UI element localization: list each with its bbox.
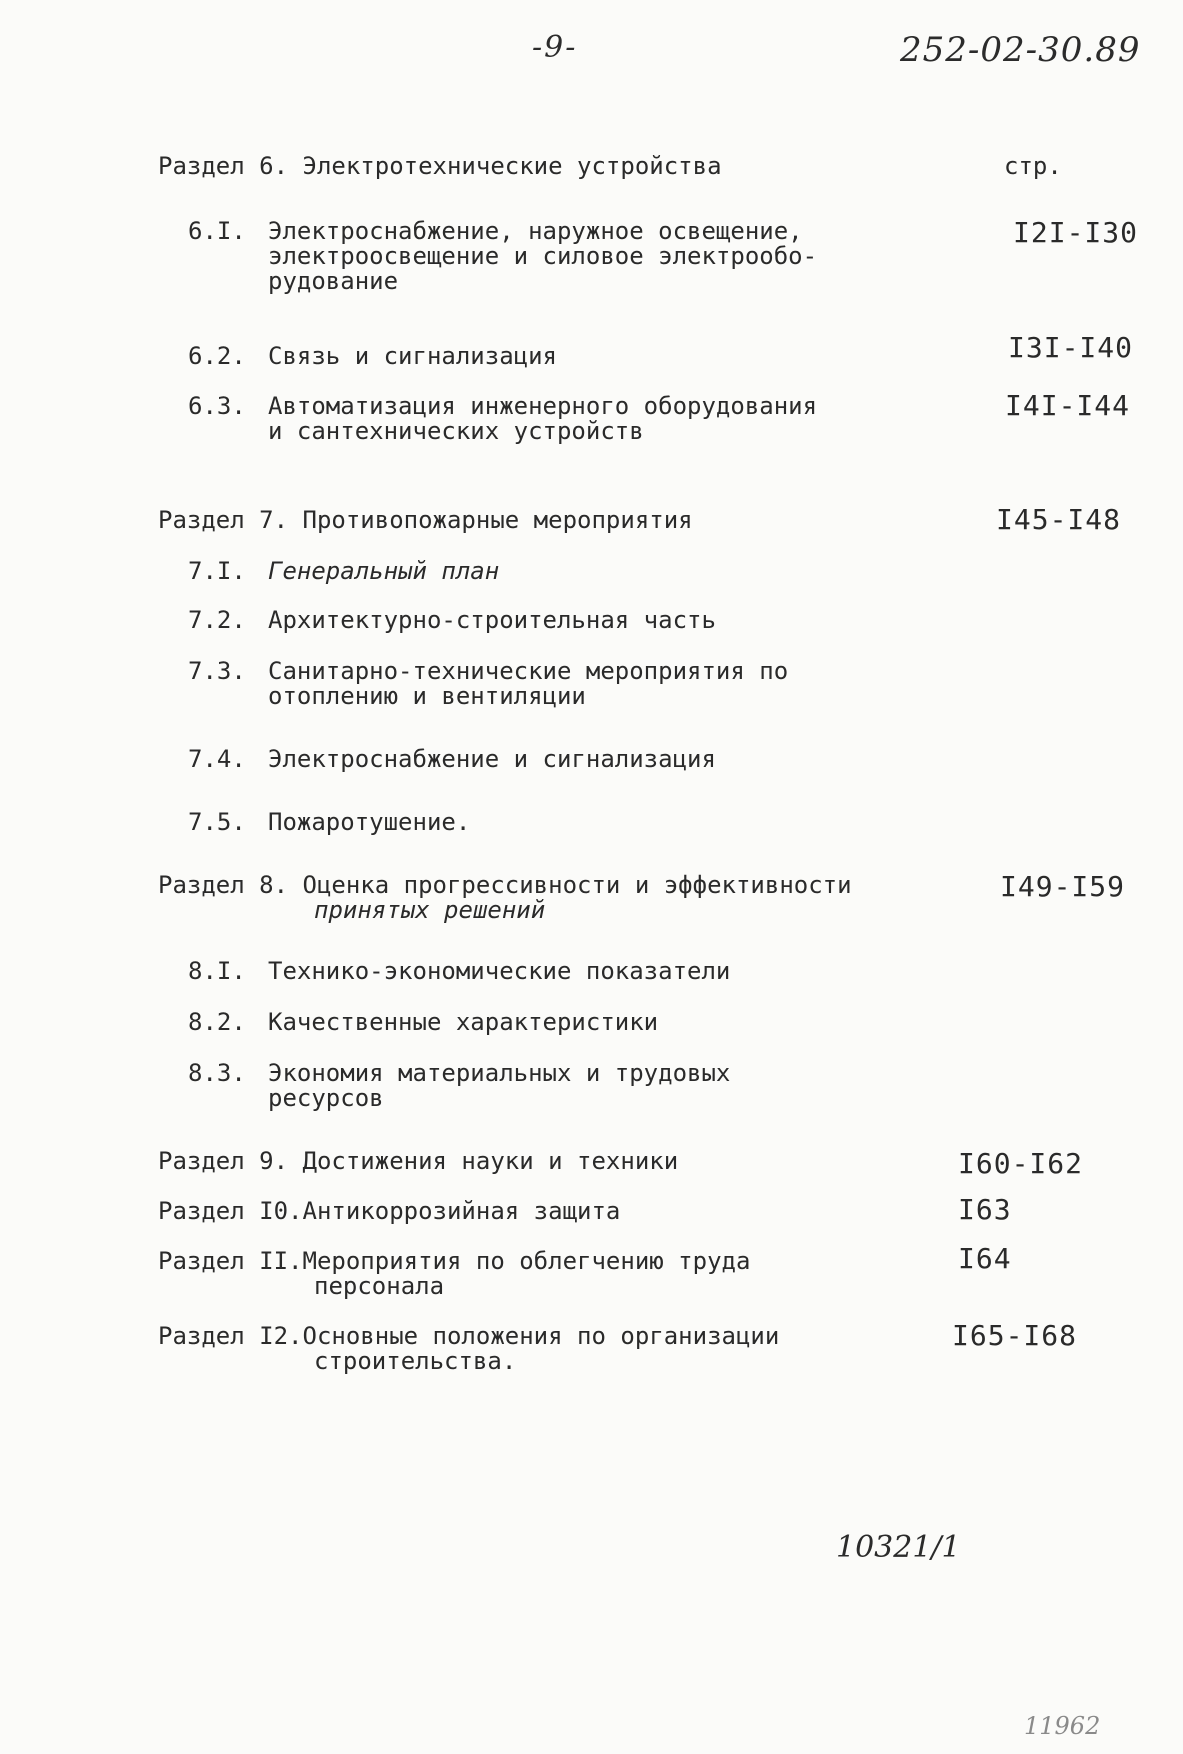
section-12-line-2: строительства. [314, 1347, 517, 1375]
subsection-7-1-line-1: Генеральный план [268, 557, 500, 585]
subsection-6-1-number: 6.I. [188, 217, 246, 245]
subsection-6-3-line-1: Автоматизация инженерного оборудования [268, 392, 818, 420]
subsection-7-2-number: 7.2. [188, 606, 246, 634]
subsection-7-3-number: 7.3. [188, 657, 246, 685]
subsection-6-2-line-1: Связь и сигнализация [268, 342, 557, 370]
subsection-8-2-line-1: Качественные характеристики [268, 1008, 659, 1036]
document-code: 252-02-30.89 [900, 30, 1141, 70]
subsection-7-3-line-2: отоплению и вентиляции [268, 682, 586, 710]
subsection-6-3-number: 6.3. [188, 392, 246, 420]
section-12-pages: I65-I68 [952, 1319, 1078, 1352]
section-10-pages: I63 [958, 1193, 1012, 1226]
subsection-6-3-pages: I4I-I44 [1005, 389, 1131, 422]
subsection-8-3-number: 8.3. [188, 1059, 246, 1087]
subsection-7-5-line-1: Пожаротушение. [268, 808, 471, 836]
section-10-title: Раздел I0.Антикоррозийная защита [158, 1197, 621, 1225]
section-8-line-2: принятых решений [314, 896, 546, 924]
subsection-6-1-line-3: рудование [268, 267, 399, 295]
section-8-title: Раздел 8. Оценка прогрессивности и эффективности [158, 871, 852, 899]
section-7-title: Раздел 7. Противопожарные мероприятия [158, 506, 693, 534]
subsection-8-2-number: 8.2. [188, 1008, 246, 1036]
subsection-8-3-line-1: Экономия материальных и трудовых [268, 1059, 731, 1087]
subsection-7-5-number: 7.5. [188, 808, 246, 836]
subsection-7-3-line-1: Санитарно-технические мероприятия по [268, 657, 789, 685]
section-12-title: Раздел I2.Основные положения по организации [158, 1322, 780, 1350]
corner-mark: 11962 [1024, 1712, 1101, 1740]
section-11-pages: I64 [958, 1242, 1012, 1275]
section-11-title: Раздел II.Мероприятия по облегчению труда [158, 1247, 751, 1275]
subsection-7-2-line-1: Архитектурно-строительная часть [268, 606, 716, 634]
section-8-pages: I49-I59 [1000, 870, 1126, 903]
archive-number: 10321/1 [836, 1530, 961, 1565]
subsection-7-4-number: 7.4. [188, 745, 246, 773]
subsection-6-2-pages: I3I-I40 [1008, 331, 1134, 364]
subsection-6-3-line-2: и сантехнических устройств [268, 417, 644, 445]
pages-column-header: стр. [1004, 152, 1062, 180]
section-9-pages: I60-I62 [958, 1147, 1084, 1180]
section-6-title: Раздел 6. Электротехнические устройства [158, 152, 722, 180]
subsection-6-2-number: 6.2. [188, 342, 246, 370]
section-9-title: Раздел 9. Достижения науки и техники [158, 1147, 679, 1175]
page-number: -9- [532, 30, 578, 65]
subsection-6-1-pages: I2I-I30 [1013, 216, 1139, 249]
section-11-line-2: персонала [314, 1272, 445, 1300]
subsection-8-1-line-1: Технико-экономические показатели [268, 957, 731, 985]
subsection-8-3-line-2: ресурсов [268, 1084, 384, 1112]
subsection-7-4-line-1: Электроснабжение и сигнализация [268, 745, 716, 773]
subsection-7-1-number: 7.I. [188, 557, 246, 585]
subsection-8-1-number: 8.I. [188, 957, 246, 985]
subsection-6-1-line-2: электроосвещение и силовое электрообо- [268, 242, 818, 270]
subsection-6-1-line-1: Электроснабжение, наружное освещение, [268, 217, 803, 245]
section-7-pages: I45-I48 [996, 503, 1122, 536]
